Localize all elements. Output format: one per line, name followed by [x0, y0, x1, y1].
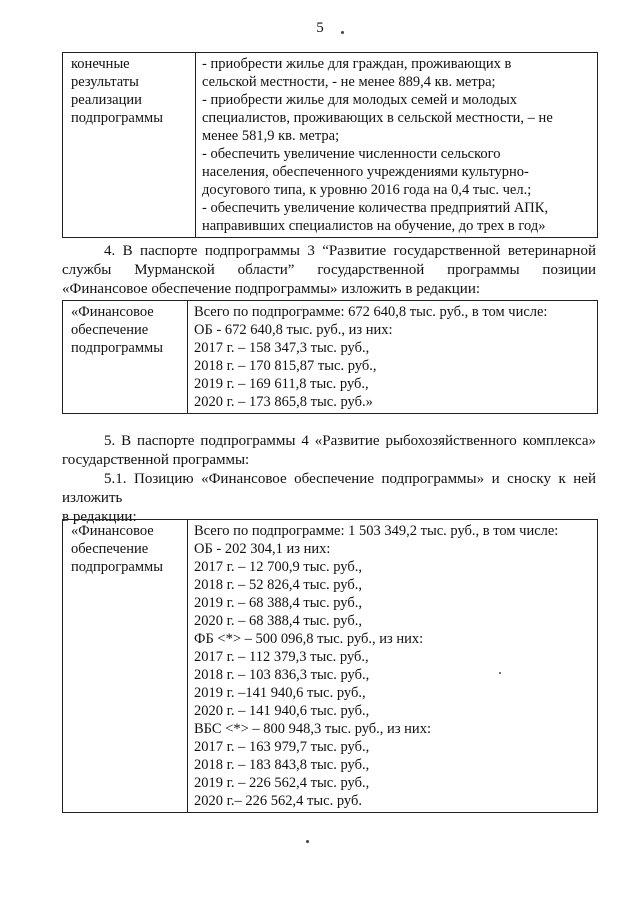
- content-line: - обеспечить увеличение численности сельского: [202, 146, 501, 162]
- label-line: результаты: [71, 74, 139, 90]
- label-line: подпрограммы: [71, 110, 163, 126]
- financing-table-4: [62, 519, 598, 813]
- content-line: 2017 г. – 163 979,7 тыс. руб.,: [194, 739, 370, 755]
- content-line: 2017 г. – 112 379,3 тыс. руб.,: [194, 649, 369, 665]
- content-line: 2020 г. – 173 865,8 тыс. руб.»: [194, 394, 373, 410]
- content-line: менее 581,9 кв. метра;: [202, 128, 340, 144]
- label-line: подпрограммы: [71, 559, 163, 575]
- scan-speck: [499, 672, 501, 674]
- financing-label-cell: [63, 520, 188, 813]
- content-line: 2020 г.– 226 562,4 тыс. руб.: [194, 793, 362, 809]
- paragraph-line: государственной программы:: [62, 452, 250, 468]
- label-line: «Финансовое: [71, 304, 154, 320]
- content-line: 2017 г. – 12 700,9 тыс. руб.,: [194, 559, 362, 575]
- content-line: 2019 г. – 68 388,4 тыс. руб.,: [194, 595, 362, 611]
- results-content-cell: [196, 53, 598, 238]
- content-line: 2019 г. – 226 562,4 тыс. руб.,: [194, 775, 370, 791]
- paragraph-line: [62, 242, 596, 261]
- financing-content-cell: [188, 520, 598, 813]
- paragraph-line: [62, 432, 596, 451]
- content-line: населения, обеспеченного учреждениями культурно-: [202, 164, 529, 180]
- content-line: 2020 г. – 68 388,4 тыс. руб.,: [194, 613, 362, 629]
- financing-label-cell: [63, 301, 188, 414]
- content-line: ОБ - 202 304,1 из них:: [194, 541, 331, 557]
- page-number: 5: [316, 20, 324, 36]
- paragraph-text: 5.1. Позицию «Финансовое обеспечение подпрограммы» и сноску к ней: [104, 471, 596, 487]
- label-line: «Финансовое: [71, 523, 154, 539]
- results-label-cell: [63, 53, 196, 238]
- paragraph-line: [62, 470, 596, 489]
- content-line: 2018 г. – 183 843,8 тыс. руб.,: [194, 757, 370, 773]
- content-line: Всего по подпрограмме: 672 640,8 тыс. руб., в том числе:: [194, 304, 548, 320]
- label-line: обеспечение: [71, 541, 149, 557]
- results-table: [62, 52, 598, 238]
- scan-speck: [341, 31, 344, 34]
- paragraph-4: [62, 242, 596, 299]
- content-line: ВБС <*> – 800 948,3 тыс. руб., из них:: [194, 721, 431, 737]
- financing-table-3: [62, 300, 598, 414]
- content-line: направивших специалистов на обучение, до трех в год»: [202, 218, 546, 234]
- paragraph-text: 5. В паспорте подпрограммы 4 «Развитие рыбохозяйственного комплекса»: [104, 433, 596, 449]
- scan-speck: [306, 840, 309, 843]
- label-line: обеспечение: [71, 322, 149, 338]
- paragraph-line: службы Мурманской области” государственной программы позиции: [62, 262, 596, 278]
- label-line: конечные: [71, 56, 130, 72]
- content-line: сельской местности, - не менее 889,4 кв. метра;: [202, 74, 496, 90]
- content-line: ФБ <*> – 500 096,8 тыс. руб., из них:: [194, 631, 424, 647]
- label-line: подпрограммы: [71, 340, 163, 356]
- content-line: - приобрести жилье для молодых семей и молодых: [202, 92, 518, 108]
- content-line: ОБ - 672 640,8 тыс. руб., из них:: [194, 322, 393, 338]
- content-line: 2019 г. –141 940,6 тыс. руб.,: [194, 685, 366, 701]
- content-line: 2020 г. – 141 940,6 тыс. руб.,: [194, 703, 370, 719]
- content-line: - обеспечить увеличение количества предприятий АПК,: [202, 200, 549, 216]
- financing-content-cell: [188, 301, 598, 414]
- content-line: 2019 г. – 169 611,8 тыс. руб.,: [194, 376, 369, 392]
- paragraph-line: «Финансовое обеспечение подпрограммы» изложить в редакции:: [62, 281, 481, 297]
- paragraph-line: изложить: [62, 490, 123, 506]
- content-line: досугового типа, к уровню 2016 года на 0,4 тыс. чел.;: [202, 182, 532, 198]
- content-line: 2018 г. – 52 826,4 тыс. руб.,: [194, 577, 362, 593]
- content-line: 2017 г. – 158 347,3 тыс. руб.,: [194, 340, 370, 356]
- content-line: Всего по подпрограмме: 1 503 349,2 тыс. руб., в том числе:: [194, 523, 559, 539]
- content-line: 2018 г. – 103 836,3 тыс. руб.,: [194, 667, 370, 683]
- paragraph-line: в редакции:: [62, 509, 137, 525]
- label-line: реализации: [71, 92, 142, 108]
- content-line: специалистов, проживающих в сельской местности, – не: [202, 110, 553, 126]
- content-line: 2018 г. – 170 815,87 тыс. руб.,: [194, 358, 377, 374]
- content-line: - приобрести жилье для граждан, проживающих в: [202, 56, 512, 72]
- paragraph-5: [62, 432, 596, 470]
- paragraph-text: 4. В паспорте подпрограммы 3 “Развитие государственной ветеринарной: [104, 243, 596, 259]
